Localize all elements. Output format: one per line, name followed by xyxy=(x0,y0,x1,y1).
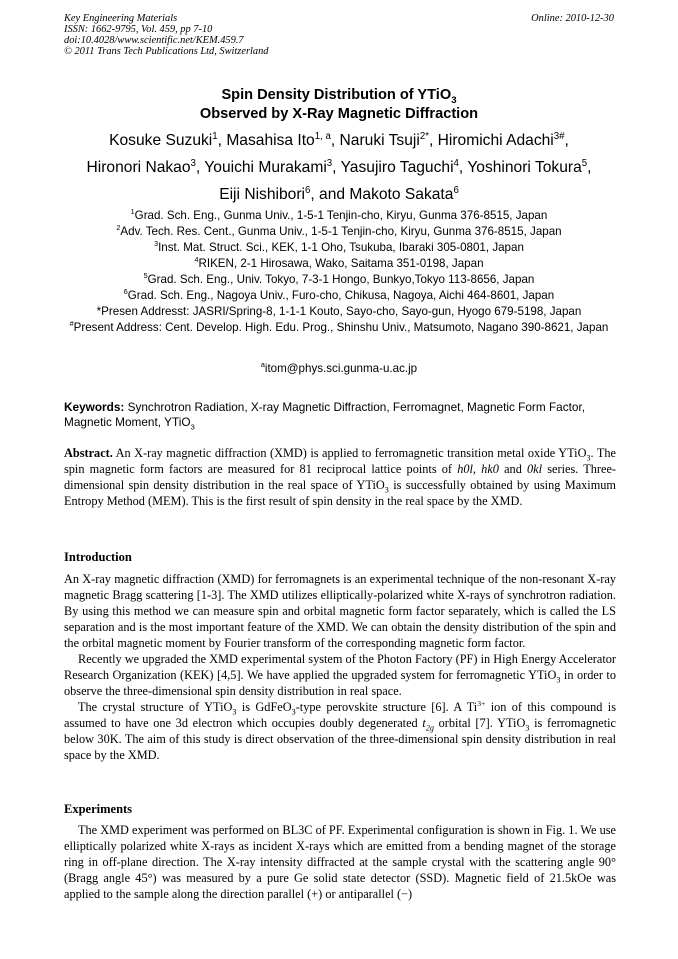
affiliation: $^1$Grad. Sch. Eng., Gunma Univ., 1-5-1 Tenjin-cho, Kiryu, Gunma 376-8515, Japan xyxy=(130,207,548,222)
doi-line: doi:10.4028/www.scientific.net/KEM.459.7 xyxy=(64,35,244,46)
author: Yasujiro Taguchi xyxy=(340,159,454,176)
author: Hiromichi Adachi xyxy=(437,132,554,149)
paragraph: The crystal structure of YTiO$_3$ is GdFeO$_3$-type perovskite structure [6]. A $Ti^{3+}$ ion of this compound is assumed to have one 3d electron which occupies doubly degenerated $t_{2g}$ orbital [7]. YTiO$_3$ is ferromagnetic below 30K. The aim of this study is direct observation of the three-dimensional spin density distribution in real space by the XMD. xyxy=(64,698,616,762)
paragraph: Recently we upgraded the XMD experimental system of the Photon Factory (PF) in High Energy Accelerator Research Organization (KEK) [4,5]. We have applied the upgraded system for ferromagnetic YTiO$_3$ in order to observe the three-dimensional spin density distribution in real space. xyxy=(64,652,616,698)
copyright-line: © 2011 Trans Tech Publications Ltd, Switzerland xyxy=(64,46,269,57)
author: Eiji Nishibori xyxy=(219,186,305,203)
keywords: Keywords: Synchrotron Radiation, X-ray Magnetic Diffraction, Ferromagnet, Magnetic Form Factor, Magnetic Moment, YTiO$_3$ xyxy=(64,400,586,432)
corresponding-email[interactable]: $^a$itom@phys.sci.gunma-u.ac.jp xyxy=(260,360,418,375)
paragraph: An X-ray magnetic diffraction (XMD) for ferromagnets is an experimental technique of the non-resonant X-ray magnetic Bragg scattering [1-3]. The XMD utilizes elliptically-polarized white X-rays of synchrotron radiation. By using this method we can measure spin and orbital magnetic form factor separately, which is called the LS separation and is the most important feature of the XMD. We can obtain the density distribution of the spin and the orbital magnetic moment by Fourier transform of the corresponding magnetic form factor. xyxy=(64,572,616,650)
affiliation-list xyxy=(40,208,638,336)
section-heading-introduction: Introduction xyxy=(64,550,132,564)
author: Makoto Sakata xyxy=(349,186,454,203)
author: Kosuke Suzuki xyxy=(109,132,213,149)
online-date: Online: 2010-12-30 xyxy=(531,13,614,24)
author: Naruki Tsuji xyxy=(339,132,420,149)
journal-header xyxy=(64,13,268,57)
affiliation: $^4$RIKEN, 2-1 Hirosawa, Wako, Saitama 351-0198, Japan xyxy=(194,255,484,270)
section-heading-experiments: Experiments xyxy=(64,802,133,816)
experiments-body xyxy=(64,822,616,902)
affiliation: $^6$Grad. Sch. Eng., Nagoya Univ., Furo-cho, Chikusa, Nagoya, Aichi 464-8601, Japan xyxy=(123,287,555,302)
issn-line: ISSN: 1662-9795, Vol. 459, pp 7-10 xyxy=(64,24,213,35)
paper-title: Spin Density Distribution of YTiO$_3$ Observed by X-Ray Magnetic Diffraction xyxy=(199,87,479,122)
affiliation: $^3$Inst. Mat. Struct. Sci., KEK, 1-1 Oho, Tsukuba, Ibaraki 305-0801, Japan xyxy=(154,239,524,254)
affiliation: *Presen Addresst: JASRI/Spring-8, 1-1-1 Kouto, Sayo-cho, Sayo-gun, Hyogo 679-5198, Japan xyxy=(96,305,582,318)
abstract: Abstract. An X-ray magnetic diffraction (XMD) is applied to ferromagnetic transition metal oxide YTiO$_3$. The spin magnetic form factors are measured for 81 reciprocal lattice points of h0l, hk0 and 0kl series. Three-dimensional spin density distribution in the real space of YTiO$_3$ is successfully obtained by using Maximum Entropy Method (MEM). This is the first result of spin density in the real space by the XMD. xyxy=(64,446,617,508)
author: Hironori Nakao xyxy=(86,159,191,176)
author: Youichi Murakami xyxy=(204,159,327,176)
affiliation: $^2$Adv. Tech. Res. Cent., Gunma Univ., 1-5-1 Tenjin-cho, Kiryu, Gunma 376-8515, Japan xyxy=(116,223,562,238)
author-list: Kosuke Suzuki$^1$, Masahisa Ito$^{1, a}$, Naruki Tsuji$^{2*}$, Hiromichi Adachi$^{3\#}$, Hironori Nakao$^3$, Youichi Murakami$^3$, Yasujiro Taguchi$^4$, Yoshinori Tokura$^5$, Eiji Nishibori$^6$, and Makoto Sakata$^6$ xyxy=(86,130,592,203)
introduction-body xyxy=(64,571,616,763)
paragraph: The XMD experiment was performed on BL3C of PF. Experimental configuration is shown in Fig. 1. We use elliptically polarized white X-rays as incident X-rays which are emitted from a bending magnet of the storage ring in off-plane direction. The X-ray intensity diffracted at the sample crystal with the scattering angle 90° (Bragg angle 45°) was measured by a pure Ge solid state detector (SSD). Magnetic field of 21.5kOe was applied to the sample along the direction parallel (+) or antiparallel (−) xyxy=(64,823,616,901)
journal-name: Key Engineering Materials xyxy=(64,13,178,24)
author: Masahisa Ito xyxy=(226,132,315,149)
affiliation: #Present Address: Cent. Develop. High. Edu. Prog., Shinshu Univ., Matsumoto, Nagano 390-8621, Japan xyxy=(69,319,609,334)
affiliation: $^5$Grad. Sch. Eng., Univ. Tokyo, 7-3-1 Hongo, Bunkyo,Tokyo 113-8656, Japan xyxy=(143,271,535,286)
author: Yoshinori Tokura xyxy=(467,159,582,176)
